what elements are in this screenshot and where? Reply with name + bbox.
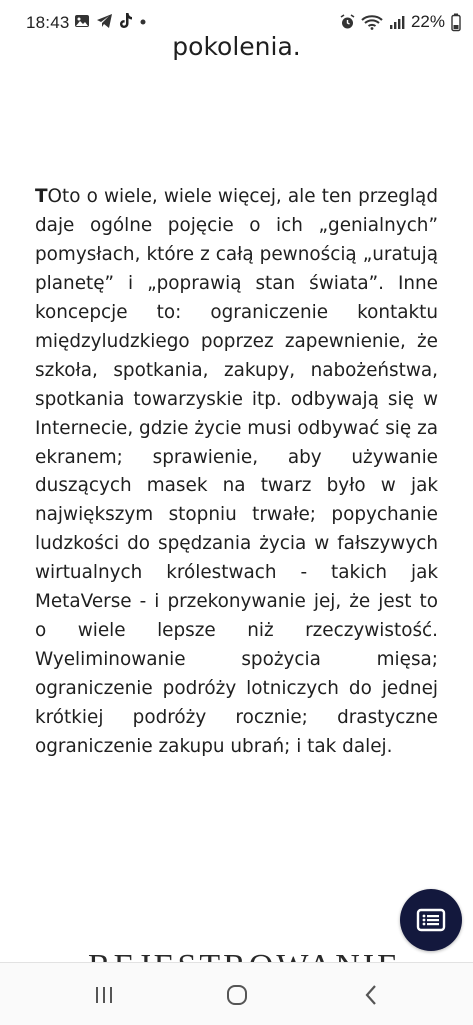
status-time: 18:43 (26, 13, 70, 32)
list-icon (416, 908, 446, 932)
dropcap-letter: T (35, 186, 48, 208)
alarm-icon (340, 14, 355, 30)
back-button[interactable] (349, 973, 393, 1017)
signal-icon (389, 14, 405, 30)
battery-percent: 22% (410, 12, 445, 31)
tiktok-icon (119, 12, 133, 29)
recent-apps-button[interactable] (82, 973, 126, 1017)
dot-icon (139, 13, 147, 29)
home-icon (225, 983, 249, 1007)
article-paragraph (35, 183, 438, 761)
next-section-heading (88, 944, 408, 964)
wifi-icon (361, 14, 383, 30)
home-button[interactable] (215, 973, 259, 1017)
status-left-icons (74, 12, 147, 29)
android-navigation-bar (0, 962, 473, 1025)
table-of-contents-button[interactable] (400, 889, 462, 951)
battery-icon (451, 13, 461, 31)
article-body-text: Oto o wiele, wiele więcej, ale ten przegląd daje ogólne pojęcie o ich „genialnych” pomysłach, które z całą pewnością „uratują planetę” i „poprawią stan świata”. Inne koncepcje to: ograniczenie kontaktu międzyludzkiego poprzez zapewnienie, że szkoła, spotkania, zakupy, nabożeństwa, spotkania towarzyskie itp. odbywają się w Internecie, gdzie życie musi odbywać się za ekranem; sprawienie, aby używanie duszących masek na twarz było w jak największym stopniu trwałe; popychanie ludzkości do spędzania życia w fałszywych wirtualnych królestwach - takich jak MetaVerse - i przekonywanie jej, że jest to o wiele lepsze niż rzeczywistość. Wyeliminowanie spożycia mięsa; ograniczenie podróży lotniczych do jednej krótkiej podróży rocznie; drastyczne ograniczenie zakupu ubrań; i tak dalej. (35, 186, 438, 757)
back-icon (361, 983, 381, 1007)
telegram-icon (96, 13, 113, 29)
recent-apps-icon (93, 985, 115, 1005)
gallery-icon (74, 13, 90, 29)
previous-paragraph-end: pokolenia. (172, 32, 301, 61)
status-right-icons (340, 12, 461, 32)
